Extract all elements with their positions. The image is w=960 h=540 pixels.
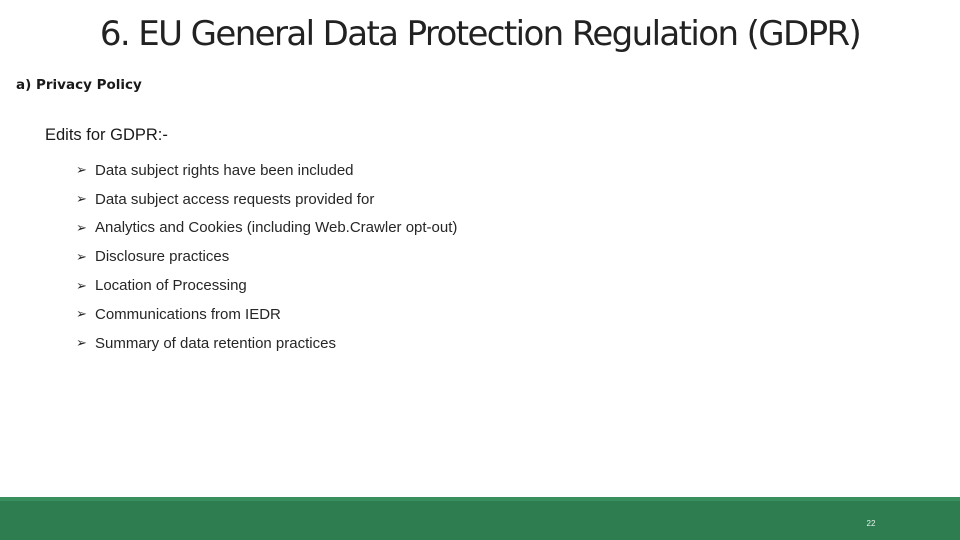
arrowhead-bullet-icon: ➢ <box>76 306 87 322</box>
list-item <box>76 300 457 329</box>
list-item <box>76 329 457 358</box>
list-item <box>76 156 457 185</box>
list-item-text: Analytics and Cookies (including Web.Crawler opt-out) <box>95 219 458 237</box>
arrowhead-bullet-icon: ➢ <box>76 335 87 351</box>
list-item-text: Communications from IEDR <box>95 305 281 323</box>
list-item <box>76 185 457 214</box>
list-item <box>76 271 457 300</box>
list-item-text: Disclosure practices <box>95 248 230 266</box>
bullet-list <box>76 156 457 358</box>
edits-heading: Edits for GDPR:- <box>45 126 168 144</box>
page-number: 22 <box>866 519 876 528</box>
list-item-text: Data subject access requests provided for <box>95 190 375 208</box>
footer-accent-line <box>0 497 960 501</box>
arrowhead-bullet-icon: ➢ <box>76 219 87 235</box>
list-item-text: Summary of data retention practices <box>95 334 336 352</box>
arrowhead-bullet-icon: ➢ <box>76 191 87 207</box>
arrowhead-bullet-icon: ➢ <box>76 162 87 178</box>
arrowhead-bullet-icon: ➢ <box>76 277 87 293</box>
list-item <box>76 242 457 271</box>
list-item-text: Location of Processing <box>95 277 247 295</box>
footer-bar <box>0 497 960 540</box>
list-item <box>76 214 457 243</box>
list-item-text: Data subject rights have been included <box>95 161 354 179</box>
arrowhead-bullet-icon: ➢ <box>76 248 87 264</box>
page-title: 6. EU General Data Protection Regulation (GDPR) <box>99 14 861 54</box>
section-heading: a) Privacy Policy <box>16 77 142 93</box>
